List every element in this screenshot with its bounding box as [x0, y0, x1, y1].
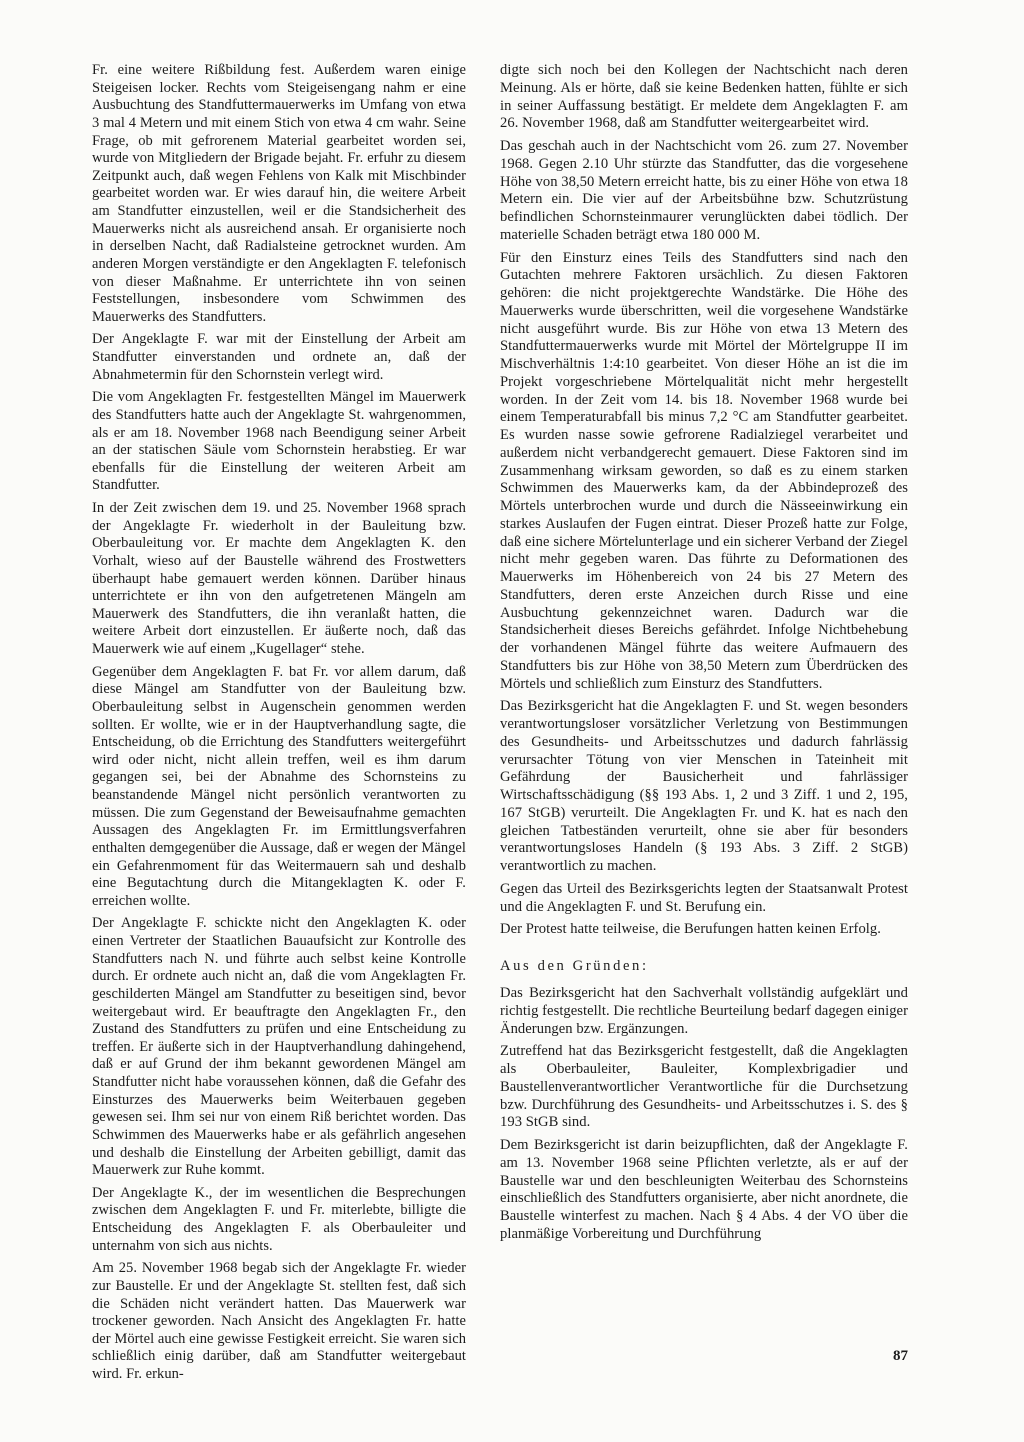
paragraph: In der Zeit zwischen dem 19. und 25. November 1968 sprach der Angeklagte Fr. wiederholt in der Bauleitung bzw. Oberbauleitung vor. Er machte dem Angeklagten K. den Vorhalt, wieso auf der Baustelle während des Frostwetters überhaupt habe gemauert werden können. Darüber hinaus unterrichtete er ihn von den aufgetretenen Mängeln am Mauerwerk des Standfutters, die ihn veranlaßt hatten, die weitere Arbeit dort einzustellen. Er äußerte noch, daß das Mauerwerk wie auf einem „Kugellager“ stehe. — [92, 500, 466, 657]
paragraph: Der Angeklagte F. schickte nicht den Angeklagten K. oder einen Vertreter der Staatlichen Bauaufsicht zur Kontrolle des Standfutters nach N. und führte auch selbst keine Kontrolle durch. Er ordnete auch nicht an, daß die vom Angeklagten Fr. geschilderten Mängel am Standfutter zu beseitigen sind, bevor weitergebaut wird. Er beauftragte den Angeklagten Fr., den Zustand des Standfutters zu prüfen und eine Entscheidung zu treffen. Er äußerte sich in der Hauptverhandlung dahingehend, daß er auf Grund der ihm bekannt gewordenen Mängel am Standfutter nicht habe voraussehen können, daß die Gefahr des Einsturzes des Mauerwerks beim Weiterbauen gegeben gewesen sei. Ihm sei nur von einem Riß berichtet worden. Das Schwimmen des Mauerwerks habe er als gefährlich angesehen und deshalb die Einstellung der Arbeiten gebilligt, damit das Mauerwerk zur Ruhe kommt. — [92, 915, 466, 1179]
paragraph: Das Bezirksgericht hat die Angeklagten F. und St. wegen besonders verantwortungsloser vorsätzlicher Verletzung von Bestimmungen des Gesundheits- und Arbeitsschutzes und dadurch fahrlässig verursachter Tötung von vier Menschen in Tateinheit mit Gefährdung der Bausicherheit und fahrlässiger Wirtschaftsschädigung (§§ 193 Abs. 1, 2 und 3 Ziff. 1 und 2, 195, 167 StGB) verurteilt. Die Angeklagten Fr. und K. hat es nach den gleichen Tatbeständen verurteilt, ohne sie aber für besonders verantwortungsloses Handeln (§ 193 Abs. 3 Ziff. 2 StGB) verantwortlich zu machen. — [500, 698, 908, 874]
page-number: 87 — [893, 1348, 908, 1364]
paragraph: Der Protest hatte teilweise, die Berufungen hatten keinen Erfolg. — [500, 921, 881, 938]
paragraph: Fr. eine weitere Rißbildung fest. Außerdem waren einige Steigeisen locker. Rechts vom Steigeisengang nahm er eine Ausbuchtung des Standfuttermauerwerks im Umfang von etwa 3 mal 4 Metern und mit einem Stich von etwa 4 cm wahr. Seine Frage, ob mit gefrorenem Material gearbeitet worden sei, wurde von Mitgliedern der Brigade bejaht. Fr. erfuhr zu diesem Zeitpunkt auch, daß wegen Fehlens von Kalk mit Mischbinder gearbeitet worden war. Er wies darauf hin, die weitere Arbeit am Standfutter einzustellen, weil er die Standsicherheit des Mauerwerks nicht als ausreichend ansah. Er organisierte noch in derselben Nacht, daß Radialsteine getrocknet wurden. Am anderen Morgen verständigte er den Angeklagten F. telefonisch von dieser Maßnahme. Er unterrichtete ihn von seinen Feststellungen, insbesondere vom Schwimmen des Mauerwerks des Standfutters. — [92, 62, 466, 325]
paragraph: Gegen das Urteil des Bezirksgerichts legten der Staatsanwalt Protest und die Angeklagten F. und St. Berufung ein. — [500, 880, 908, 915]
paragraph: Der Angeklagte F. war mit der Einstellung der Arbeit am Standfutter einverstanden und ordnete an, daß der Abnahmetermin für den Schornstein verlegt wird. — [92, 331, 466, 383]
paragraph: Das geschah auch in der Nachtschicht vom 26. zum 27. November 1968. Gegen 2.10 Uhr stürzte das Standfutter, das die vorgesehene Höhe von 38,50 Metern erreicht hatte, bis zu einer Höhe von etwa 18 Metern ein. Die vier auf der Arbeitsbühne bzw. Schutzrüstung befindlichen Schornsteinmaurer verunglückten dabei tödlich. Der materielle Schaden beträgt etwa 180 000 M. — [500, 138, 908, 243]
paragraph: Das Bezirksgericht hat den Sachverhalt vollständig aufgeklärt und richtig festgestellt. Die rechtliche Beurteilung bedarf dagegen einiger Änderungen bzw. Ergänzungen. — [500, 985, 908, 1037]
section-heading: Aus den Gründen: — [500, 958, 649, 974]
paragraph: Für den Einsturz eines Teils des Standfutters sind nach den Gutachten mehrere Faktoren ursächlich. Zu diesen Faktoren gehören: die nicht projektgerechte Wandstärke. Die Höhe des Mauerwerks wurde überschritten, weil die vorgesehene Wandstärke nicht ausgeführt wurde. Bis zur Höhe von etwa 13 Metern des Standfuttermauerwerks wurde mit Mörtel der Mörtelgruppe II im Mischverhältnis 1:4:10 gearbeitet. Von dieser Höhe an ist die im Projekt vorgeschriebene Mörtelqualität nicht mehr hergestellt worden. In der Zeit vom 14. bis 18. November 1968 wurde bei einem Temperaturabfall bis minus 7,2 °C am Standfutter gearbeitet. Es wurden nasse sowie gefrorene Radialziegel verarbeitet und außerdem nicht verbandgerecht gemauert. Diese Faktoren sind im Zusammenhang wirksam geworden, so daß es zu einem starken Schwimmen des Mauerwerks kam, da der Abbindeprozeß des Mörtels unterbrochen wurde und durch die Nässeeinwirkung ein starkes Auslaufen der Fugen eintrat. Dieser Prozeß hatte zur Folge, daß eine sichere Mörtelunterlage und ein sicherer Verband der Ziegel nicht mehr gegeben waren. Das führte zu Deformationen des Mauerwerks im Höhenbereich von 24 bis 27 Metern des Standfutters, deren erste Anzeichen durch Risse und eine Ausbuchtung gekennzeichnet waren. Dadurch war die Standsicherheit dieses Bereichs gefährdet. Infolge Nichtbehebung der vorhandenen Mängel führte das weitere Aufmauern des Standfutters bis zur Höhe von 38,50 Metern zum Überdrücken des Mörtels und schließlich zum Einsturz des Standfutters. — [500, 249, 908, 692]
paragraph: Zutreffend hat das Bezirksgericht festgestellt, daß die Angeklagten als Oberbauleiter, Bauleiter, Komplexbrigadier und Baustellenverantwortlicher Verantwortliche für die Durchsetzung bzw. Durchführung des Gesundheits- und Arbeitsschutzes i. S. des § 193 StGB sind. — [500, 1043, 908, 1131]
right-column — [500, 62, 908, 1249]
paragraph: Gegenüber dem Angeklagten F. bat Fr. vor allem darum, daß diese Mängel am Standfutter von der Bauleitung bzw. Oberbauleitung selbst in Augenschein genommen werden sollten. Er wollte, wie er in der Hauptverhandlung sagte, die Entscheidung, ob die Errichtung des Standfutters weitergeführt wird oder nicht, nicht allein treffen, weil es ihm darum gegangen sei, bei der Abnahme des Schornsteins zu beanstandende Mängel nicht persönlich verantworten zu müssen. Die zum Gegenstand der Beweisaufnahme gemachten Aussagen des Angeklagten Fr. im Ermittlungsverfahren enthalten demgegenüber die Aussage, daß er wegen der Mängel ein Gefahrenmoment für das Weitermauern sah und deshalb eine Begutachtung durch die Mitangeklagten K. oder F. erreichen wollte. — [92, 663, 466, 909]
paragraph: Die vom Angeklagten Fr. festgestellten Mängel im Mauerwerk des Standfutters hatte auch der Angeklagte St. wahrgenommen, als er am 18. November 1968 nach Beendigung seiner Arbeit an der statischen Säule vom Schornstein herabstieg. Er war ebenfalls für die Einstellung der weiteren Arbeit am Standfutter. — [92, 389, 466, 494]
paragraph: Am 25. November 1968 begab sich der Angeklagte Fr. wieder zur Baustelle. Er und der Angeklagte St. stellten fest, daß sich die Schäden nicht verändert hatten. Das Mauerwerk war trockener geworden. Nach Ansicht des Angeklagten Fr. hatte der Mörtel auch eine gewisse Festigkeit erreicht. Sie waren sich schließlich einig darüber, daß am Standfutter weitergebaut wird. Fr. erkun- — [92, 1260, 466, 1382]
paragraph: digte sich noch bei den Kollegen der Nachtschicht nach deren Meinung. Als er hörte, daß sie keine Bedenken hatten, fühlte er sich in seiner Auffassung bestätigt. Er meldete dem Angeklagten F. am 26. November 1968, daß am Standfutter weitergearbeitet wird. — [500, 62, 908, 132]
paragraph: Der Angeklagte K., der im wesentlichen die Besprechungen zwischen dem Angeklagten F. und Fr. miterlebte, billigte die Entscheidung des Angeklagten F. als Oberbauleiter und unternahm von sich aus nichts. — [92, 1184, 466, 1254]
left-column — [92, 62, 466, 1389]
paragraph: Dem Bezirksgericht ist darin beizupflichten, daß der Angeklagte F. am 13. November 1968 seine Pflichten verletzte, als er auf der Baustelle war und den beschleunigten Weiterbau des Schornsteins einschließlich des Standfutters organisierte, aber nicht anordnete, die Baustelle winterfest zu machen. Nach § 4 Abs. 4 der VO über die planmäßige Vorbereitung und Durchführung — [500, 1137, 908, 1242]
